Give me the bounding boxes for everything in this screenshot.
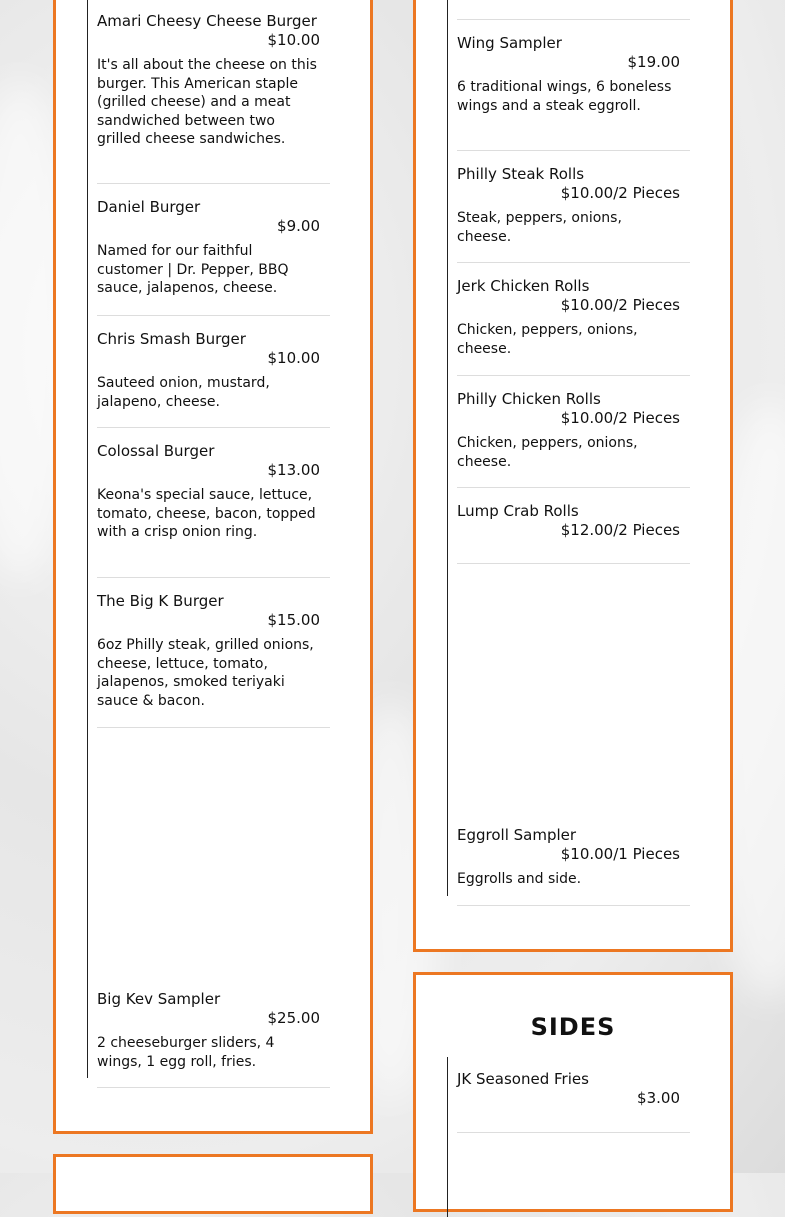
menu-item-price: $3.00 (637, 1089, 680, 1107)
menu-item-name: Colossal Burger (97, 442, 215, 460)
menu-item (97, 592, 330, 710)
menu-item-description: Chicken, peppers, onions, cheese. (457, 322, 638, 357)
menu-item-price: $10.00 (267, 349, 320, 367)
menu-item-description: Keona's special sauce, lettuce, tomato, cheese, bacon, topped with a crisp onion ring. (97, 487, 316, 540)
menu-item-name: Daniel Burger (97, 198, 201, 216)
menu-item-description: Named for our faithful customer | Dr. Pepper, BBQ sauce, jalapenos, cheese. (97, 243, 289, 296)
menu-item-name: Big Kev Sampler (97, 990, 221, 1008)
menu-panel-next (53, 1154, 373, 1214)
menu-item-description: Chicken, peppers, onions, cheese. (457, 435, 638, 470)
menu-item-description: Eggrolls and side. (457, 871, 582, 887)
column-divider (87, 0, 88, 1078)
menu-panel-sides (413, 972, 733, 1212)
menu-item-name: Wing Sampler (457, 34, 562, 52)
menu-item (457, 34, 690, 115)
item-separator (97, 427, 330, 428)
item-separator (457, 262, 690, 263)
menu-item (457, 277, 690, 358)
column-divider (447, 0, 448, 896)
menu-item-name: Eggroll Sampler (457, 826, 577, 844)
menu-panel-burgers (53, 0, 373, 1134)
menu-item-name: Philly Steak Rolls (457, 165, 585, 183)
menu-item-price: $10.00 (267, 31, 320, 49)
column-divider (447, 1057, 448, 1217)
menu-item-description: 2 cheeseburger sliders, 4 wings, 1 egg roll, fries. (97, 1035, 275, 1070)
menu-item (97, 330, 330, 411)
menu-item-price: $19.00 (627, 53, 680, 71)
menu-item-name: The Big K Burger (97, 592, 224, 610)
menu-item (457, 1070, 690, 1108)
item-separator (457, 487, 690, 488)
menu-item-name: Philly Chicken Rolls (457, 390, 601, 408)
menu-item-price: $13.00 (267, 461, 320, 479)
menu-item-name: Amari Cheesy Cheese Burger (97, 12, 317, 30)
menu-panel-appetizers (413, 0, 733, 952)
menu-item (97, 442, 330, 542)
item-separator (97, 577, 330, 578)
item-separator (457, 375, 690, 376)
menu-item-price: $12.00/2 Pieces (560, 521, 680, 539)
menu-item-price: $15.00 (267, 611, 320, 629)
menu-item-name: Chris Smash Burger (97, 330, 246, 348)
menu-item-name: Jerk Chicken Rolls (457, 277, 590, 295)
item-separator (97, 1087, 330, 1088)
section-title: SIDES (530, 1013, 616, 1041)
item-separator (97, 315, 330, 316)
menu-item (457, 502, 690, 540)
item-separator (97, 727, 330, 728)
menu-item-name: JK Seasoned Fries (457, 1070, 589, 1088)
menu-item-price: $10.00/2 Pieces (560, 409, 680, 427)
item-separator (97, 183, 330, 184)
menu-item-name: Lump Crab Rolls (457, 502, 579, 520)
menu-item (457, 165, 690, 246)
item-separator (457, 150, 690, 151)
menu-item-description: It's all about the cheese on this burger. This American staple (grilled cheese) and a meat sandwiched between two grilled cheese sandwiches. (97, 57, 317, 147)
menu-item-price: $10.00/1 Pieces (560, 845, 680, 863)
menu-item-description: Sauteed onion, mustard, jalapeno, cheese. (97, 375, 270, 410)
item-separator (457, 19, 690, 20)
menu-item (97, 12, 330, 149)
menu-item-price: $25.00 (267, 1009, 320, 1027)
menu-item (457, 390, 690, 471)
menu-item-description: Steak, peppers, onions, cheese. (457, 210, 622, 245)
menu-item (97, 198, 330, 298)
menu-item-description: 6oz Philly steak, grilled onions, cheese, lettuce, tomato, jalapenos, smoked teriyaki sauce & bacon. (97, 637, 314, 709)
menu-item-description: 6 traditional wings, 6 boneless wings and a steak eggroll. (457, 79, 672, 114)
menu-item (97, 990, 330, 1071)
menu-item-price: $10.00/2 Pieces (560, 184, 680, 202)
menu-item (457, 826, 690, 889)
item-separator (457, 905, 690, 906)
menu-item-price: $9.00 (277, 217, 320, 235)
item-separator (457, 563, 690, 564)
menu-item-price: $10.00/2 Pieces (560, 296, 680, 314)
item-separator (457, 1132, 690, 1133)
